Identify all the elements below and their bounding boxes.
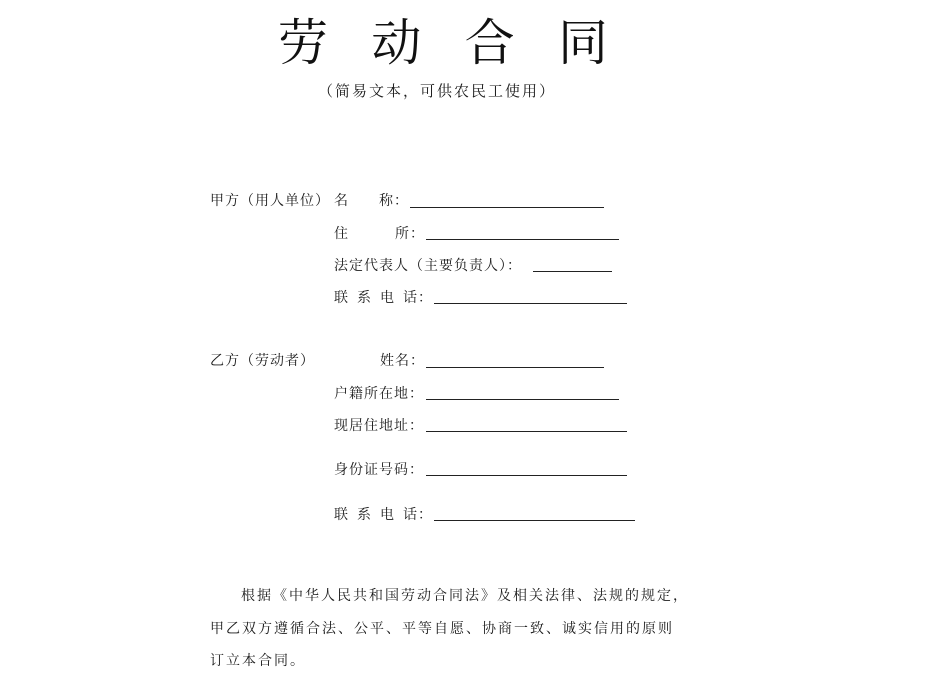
party-a-phone-label: 联 系 电 话 ： <box>334 290 433 306</box>
party-b-phone-blank[interactable] <box>434 520 635 521</box>
party-a-name-label: 名 称 ： <box>334 193 409 209</box>
party-b-household-label: 户籍所在地： <box>334 386 424 402</box>
party-a-legal-rep-label: 法定代表人（主要负责人）： <box>334 258 522 274</box>
title-char-4: 同 <box>557 14 608 72</box>
party-b-current-address-blank[interactable] <box>426 431 627 432</box>
party-b-current-address-label: 现居住地址： <box>334 418 424 434</box>
preamble-line-3: 订立本合同。 <box>210 653 306 669</box>
party-b-name-blank[interactable] <box>426 367 604 368</box>
preamble-line-2: 甲乙双方遵循合法、公平、平等自愿、协商一致、诚实信用的原则 <box>210 621 674 637</box>
party-b-household-blank[interactable] <box>426 399 619 400</box>
party-b-id-number-label: 身份证号码： <box>334 462 424 478</box>
party-b-id-number-blank[interactable] <box>426 475 627 476</box>
party-a-legal-rep-blank[interactable] <box>533 271 612 272</box>
party-a-label: 甲方（用人单位） <box>210 193 330 209</box>
title-char-2: 动 <box>371 14 422 72</box>
title-char-3: 合 <box>464 14 515 72</box>
contract-subtitle: （简易文本，可供农民工使用） <box>318 82 557 100</box>
title-char-1: 劳 <box>278 14 328 72</box>
party-b-label: 乙方（劳动者） <box>210 353 315 369</box>
party-a-phone-blank[interactable] <box>434 303 627 304</box>
party-b-phone-label: 联 系 电 话 ： <box>334 507 433 523</box>
party-a-name-blank[interactable] <box>410 207 604 208</box>
party-a-address-label: 住 所 ： <box>334 226 425 242</box>
preamble-line-1: 根据《中华人民共和国劳动合同法》及相关法律、法规的规定， <box>241 588 689 604</box>
party-a-address-blank[interactable] <box>426 239 619 240</box>
contract-title <box>278 12 608 74</box>
party-b-name-label: 姓名： <box>380 353 425 369</box>
